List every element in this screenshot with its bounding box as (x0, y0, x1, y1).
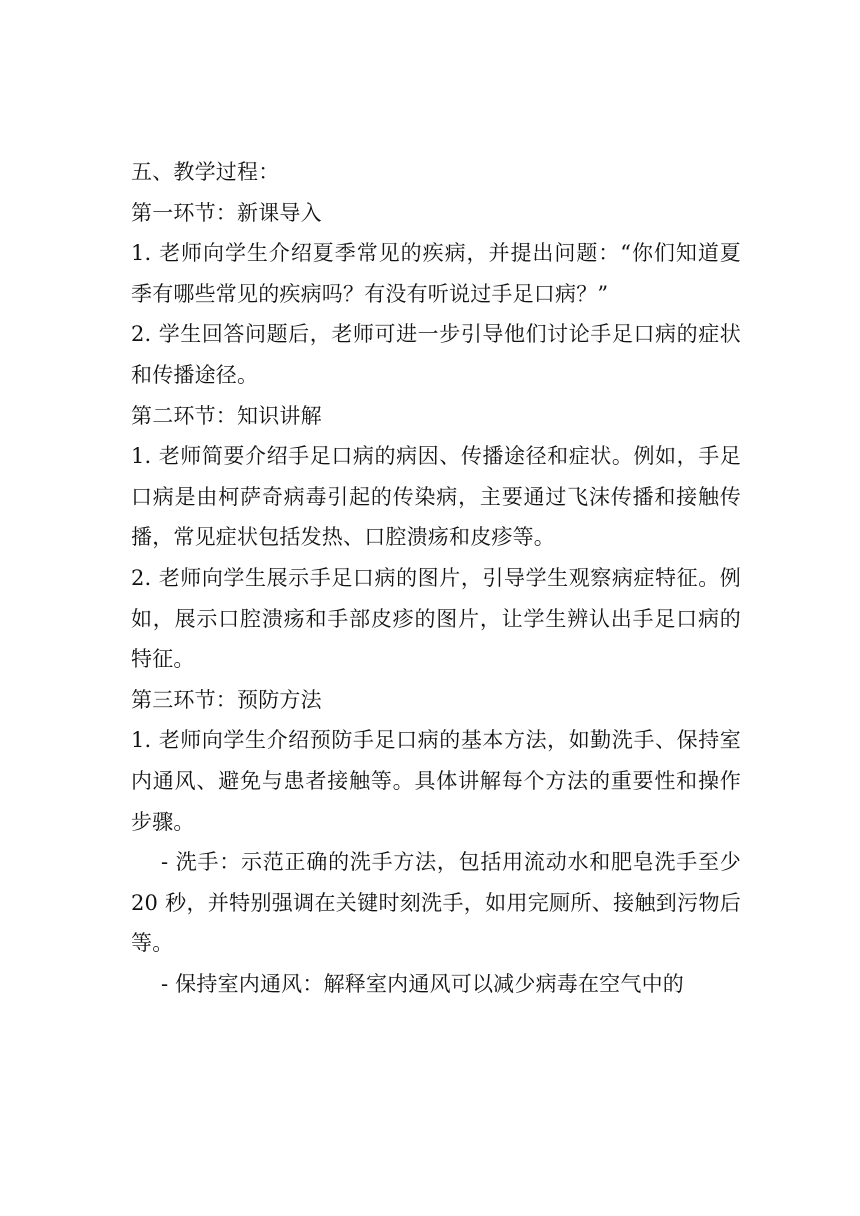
paragraph-knowledge-1: 1. 老师简要介绍手足口病的病因、传播途径和症状。例如，手足口病是由柯萨奇病毒引起的传染病，主要通过飞沫传播和接触传播，常见症状包括发热、口腔溃疡和皮疹等。 (131, 444, 741, 550)
stage-heading-knowledge: 第二环节：知识讲解 (131, 403, 322, 428)
paragraph-intro-2: 2. 学生回答问题后，老师可进一步引导他们讨论手足口病的症状和传播途径。 (131, 322, 741, 387)
paragraph-prevention-1: 1. 老师向学生介绍预防手足口病的基本方法，如勤洗手、保持室内通风、避免与患者接触等。具体讲解每个方法的重要性和操作步骤。 (131, 728, 741, 834)
stage-heading-prevention: 第三环节：预防方法 (131, 687, 322, 712)
bullet-handwashing: - 洗手：示范正确的洗手方法，包括用流动水和肥皂洗手至少 20 秒，并特别强调在关键时刻洗手，如用完厕所、接触到污物后等。 (131, 850, 741, 956)
paragraph-intro-1: 1. 老师向学生介绍夏季常见的疾病，并提出问题：“你们知道夏季有哪些常见的疾病吗？有没有听说过手足口病？” (131, 241, 741, 306)
document-body (131, 152, 741, 1004)
stage-heading-intro: 第一环节：新课导入 (131, 200, 322, 225)
section-heading: 五、教学过程： (131, 160, 280, 184)
bullet-ventilation: - 保持室内通风：解释室内通风可以减少病毒在空气中的 (161, 971, 684, 996)
paragraph-knowledge-2: 2. 老师向学生展示手足口病的图片，引导学生观察病症特征。例如，展示口腔溃疡和手部皮疹的图片，让学生辨认出手足口病的特征。 (131, 565, 741, 672)
